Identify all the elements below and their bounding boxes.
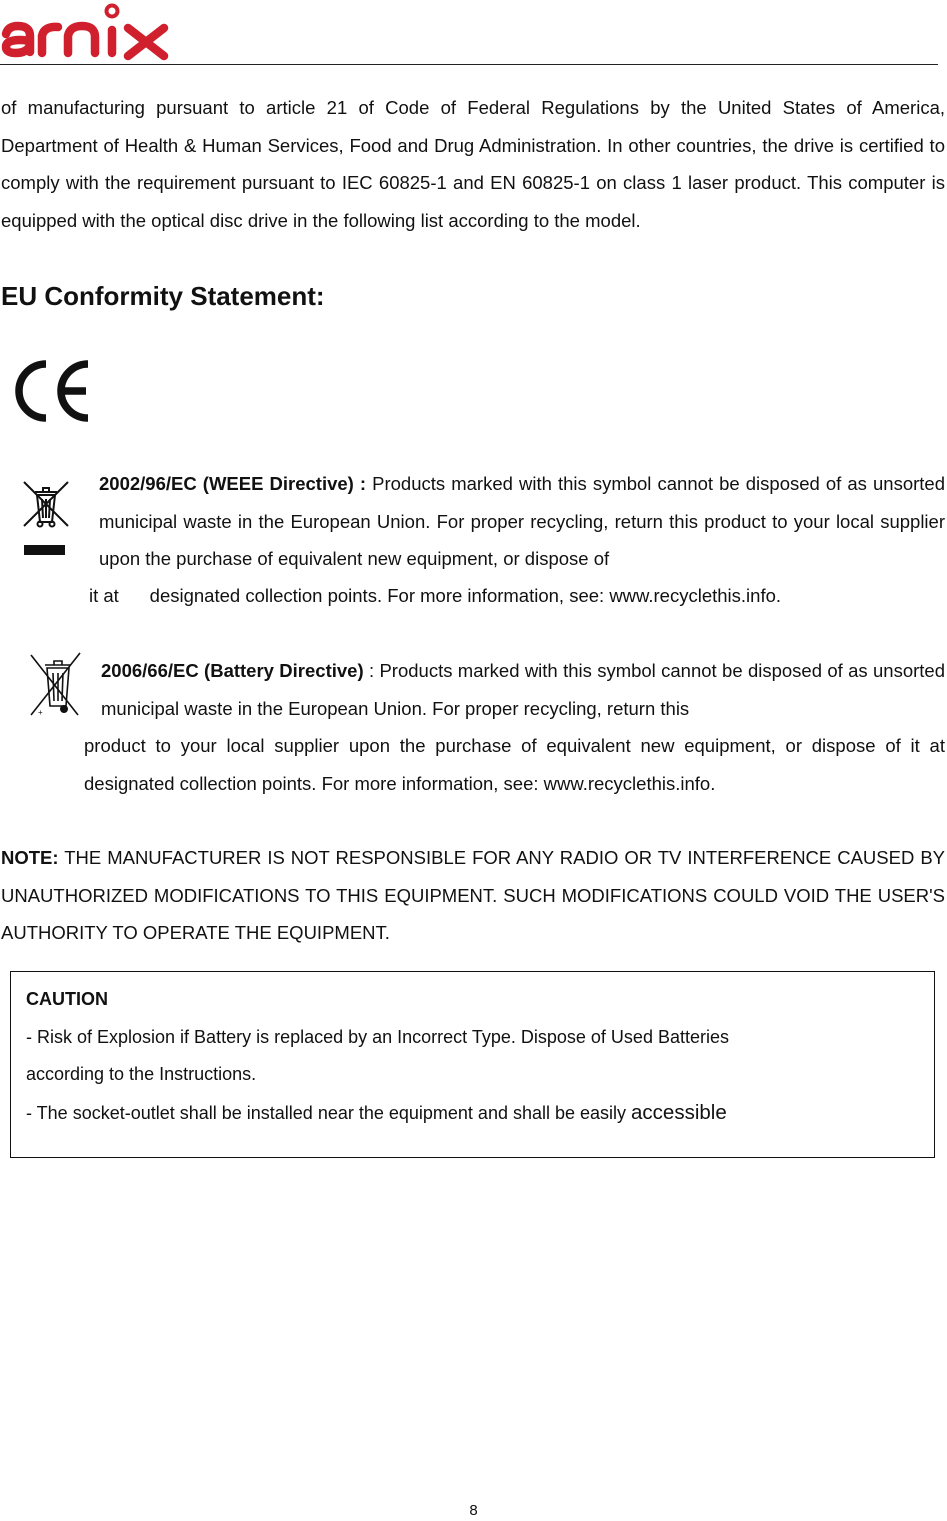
- intro-paragraph: of manufacturing pursuant to article 21 of Code of Federal Regulations by the United States of America, Department of Health & Human Services, Food and Drug Administration. In other countries, the drive is certified to comply with the requirement pursuant to IEC 60825-1 and EN 60825-1 on class 1 laser product. This computer is equipped with the optical disc drive in the following list according to the model.: [1, 97, 945, 231]
- caution-line-3: [26, 1094, 916, 1133]
- note-paragraph: [1, 839, 945, 952]
- battery-directive-body: : Products marked with this symbol cannot be disposed of as unsorted municipal waste in the European Union. For proper recycling, return this: [101, 660, 945, 719]
- weee-directive-body: Products marked with this symbol cannot be disposed of as unsorted municipal waste in the European Union. For proper recycling, return this product to your local supplier upon the purchase of equivalent new equipment, or dispose of: [99, 473, 945, 569]
- caution-title: CAUTION: [26, 989, 108, 1009]
- weee-solid-bar: [24, 545, 65, 555]
- battery-directive-continuation: product to your local supplier upon the purchase of equivalent new equipment, or dispose of it at designated collection points. For more information, see: www.recyclethis.info.: [84, 735, 945, 794]
- caution-box: [10, 971, 935, 1158]
- page-number: 8: [469, 1502, 478, 1519]
- weee-directive-text: [99, 465, 945, 578]
- weee-directive-last-line: it at designated collection points. For more information, see: www.recyclethis.info.: [89, 585, 782, 606]
- caution-line-2: according to the Instructions.: [26, 1064, 257, 1084]
- note-body: THE MANUFACTURER IS NOT RESPONSIBLE FOR ANY RADIO OR TV INTERFERENCE CAUSED BY UNAUTHORIZED MODIFICATIONS TO THIS EQUIPMENT. SUCH MODIFICATIONS COULD VOID THE USER'S AUTHORITY TO OPERATE THE EQUIPMENT.: [1, 847, 945, 943]
- weee-directive-label: 2002/96/EC (WEEE Directive) :: [99, 473, 367, 494]
- caution-line-3-text: - The socket-outlet shall be installed near the equipment and shall be easily: [26, 1102, 632, 1123]
- header-rule: [0, 64, 938, 65]
- eu-conformity-heading: EU Conformity Statement:: [1, 281, 325, 311]
- note-label: NOTE:: [1, 847, 59, 868]
- svg-text:+: +: [38, 708, 43, 717]
- crossed-out-battery-bin-icon: [28, 651, 82, 719]
- battery-directive-text: [101, 652, 945, 727]
- caution-line-3-end: accessible: [631, 1100, 727, 1124]
- crossed-out-bin-icon: [20, 478, 72, 530]
- arnix-logo: [0, 0, 176, 64]
- ce-mark-icon: [8, 357, 94, 425]
- battery-directive-label: 2006/66/EC (Battery Directive): [101, 660, 364, 681]
- caution-line-1: - Risk of Explosion if Battery is replaced by an Incorrect Type. Dispose of Used Batteries: [26, 1026, 729, 1047]
